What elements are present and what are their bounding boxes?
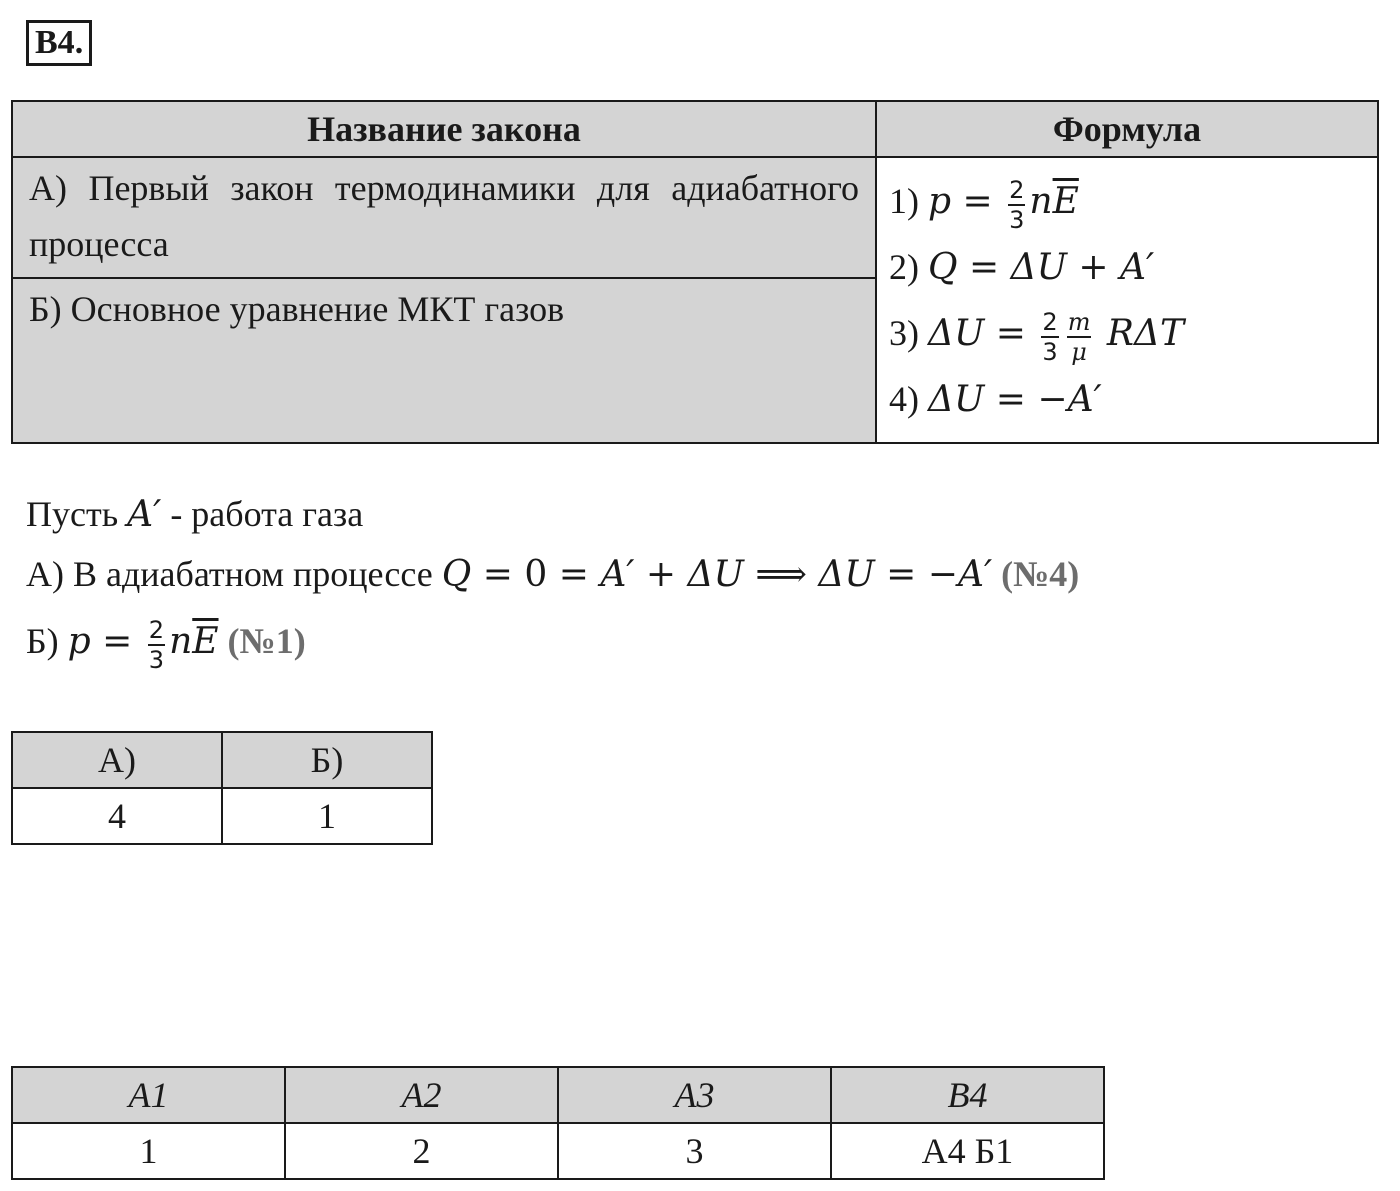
summary-header-a3: A3	[558, 1067, 831, 1123]
formula-2: 2) Q = ΔU + A′	[889, 247, 1155, 288]
answer-header-b: Б)	[222, 732, 432, 788]
formula-3: 3) ΔU = $\frac{2}{3}$ $\frac{m}{\mu}$ RΔT	[889, 307, 1185, 366]
task-label	[26, 20, 92, 60]
answer-table	[11, 731, 433, 845]
summary-header-b4: B4	[831, 1067, 1104, 1123]
formula-1: 1) p = $\frac{2}{3}$ $n\overline{E}$	[889, 175, 1079, 234]
solution-line-3: Б) p = $\frac{2}{3}$ $n\overline{E}$ (№1)	[26, 615, 306, 674]
summary-value-b4: А4 Б1	[831, 1123, 1104, 1179]
summary-header-a2: A2	[285, 1067, 558, 1123]
solution-line-1: Пусть A′ - работа газа	[26, 494, 364, 535]
answer-value-a: 4	[12, 788, 222, 844]
formula-4: 4) ΔU = −A′	[889, 379, 1102, 420]
formula-list-cell	[876, 157, 1378, 443]
solution-block	[26, 486, 1079, 676]
summary-value-a3: 3	[558, 1123, 831, 1179]
law-a-cell: А) Первый закон термодинамики для адиабатного процесса	[12, 157, 876, 278]
summary-value-a2: 2	[285, 1123, 558, 1179]
solution-line-2: А) В адиабатном процессе Q = 0 = A′ + ΔU ⟹ ΔU = −A′ (№4)	[26, 554, 1080, 595]
summary-table	[11, 1066, 1105, 1180]
summary-value-a1: 1	[12, 1123, 285, 1179]
answer-value-b: 1	[222, 788, 432, 844]
law-name-header: Название закона	[12, 101, 876, 157]
task-number-box: B4.	[26, 20, 92, 66]
law-formula-table	[11, 100, 1379, 444]
summary-header-a1: A1	[12, 1067, 285, 1123]
answer-header-a: А)	[12, 732, 222, 788]
formula-header: Формула	[876, 101, 1378, 157]
law-b-cell: Б) Основное уравнение МКТ газов	[12, 278, 876, 443]
